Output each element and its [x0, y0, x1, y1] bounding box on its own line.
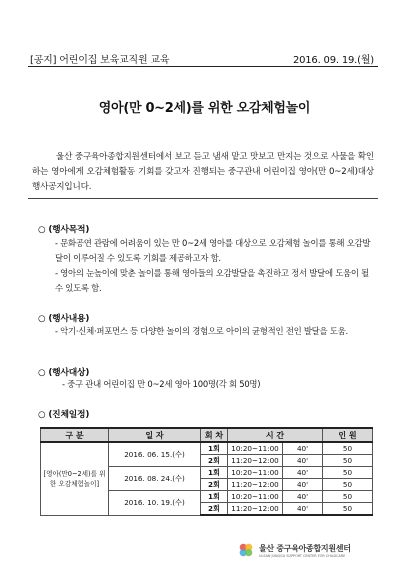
notice-header: [30, 51, 374, 66]
center-logo-icon: [237, 541, 255, 559]
header-time: 시 간: [228, 428, 323, 442]
intro-divider: [28, 198, 378, 199]
time-cell: 11:20~12:00: [228, 479, 283, 491]
session-cell: 2회: [201, 479, 228, 491]
logo-name-english: ULSAN JUNGGU SUPPORT CENTER FOR CHILDCARE: [259, 553, 346, 558]
center-logo: [237, 541, 351, 559]
count-cell: 50: [323, 467, 373, 479]
count-cell: 50: [323, 503, 373, 516]
schedule-table: [40, 427, 373, 516]
logo-name-korean: 울산 중구육아종합지원센터: [259, 543, 351, 553]
section-title-target: ○ (행사대상): [38, 368, 90, 378]
notice-category: [공지] 어린이집 보육교직원 교육: [30, 55, 170, 66]
session-cell: 1회: [201, 491, 228, 503]
header-session: 회 차: [201, 428, 228, 442]
header-category: 구 분: [41, 428, 109, 442]
duration-cell: 40': [283, 491, 323, 503]
time-cell: 10:20~11:00: [228, 467, 283, 479]
count-cell: 50: [323, 491, 373, 503]
section-title-schedule: ○ (진체일정): [38, 410, 90, 420]
time-cell: 11:20~12:00: [228, 503, 283, 516]
section-title-content: ○ (행사내용): [38, 314, 90, 324]
session-cell: 2회: [201, 455, 228, 467]
duration-cell: 40': [283, 455, 323, 467]
duration-cell: 40': [283, 503, 323, 516]
date-cell: 2016. 10. 19.(수): [109, 491, 201, 516]
purpose-item-2: - 영아의 눈높이에 맞춘 놀이를 통해 영아들의 오감발달을 촉진하고 정서 발달에 도움이 될 수 있도록 함.: [55, 268, 369, 293]
duration-cell: 40': [283, 467, 323, 479]
header-date: 일 자: [109, 428, 201, 442]
notice-date: 2016. 09. 19.(월): [292, 55, 374, 66]
count-cell: 50: [323, 455, 373, 467]
table-header-row: [41, 428, 373, 442]
program-name-cell: [영아(만0~2세)를 위한 오감체험놀이]: [41, 442, 109, 515]
session-cell: 1회: [201, 442, 228, 455]
date-cell: 2016. 06. 15.(수): [109, 442, 201, 467]
count-cell: 50: [323, 442, 373, 455]
time-cell: 10:20~11:00: [228, 442, 283, 455]
content-item-1: - 악기·신체·퍼포먼스 등 다양한 놀이의 경험으로 아이의 균형적인 전인 발달을 도움.: [55, 326, 348, 336]
header-count: 인 원: [323, 428, 373, 442]
intro-paragraph: 울산 중구육아종합지원센터에서 보고 듣고 냄새 맡고 맛보고 만지는 것으로 사물을 확인하는 영아에게 오감체험활동 기회를 갖고자 진행되는 중구관내 어린이집 영아(만 0~2세)대상 행사공지입니다.: [32, 152, 374, 192]
top-divider: [28, 66, 378, 67]
target-item-1: - 중구 관내 어린이집 만 0~2세 영아 100명(각 회 50명): [62, 379, 261, 389]
duration-cell: 40': [283, 442, 323, 455]
session-cell: 2회: [201, 503, 228, 516]
table-row: [41, 442, 373, 455]
count-cell: 50: [323, 479, 373, 491]
time-cell: 11:20~12:00: [228, 455, 283, 467]
section-title-purpose: ○ (행사목적): [38, 225, 90, 235]
purpose-item-1: - 문화공연 관람에 어려움이 있는 만 0~2세 영아를 대상으로 오감체험 놀이를 통해 오감발달이 이루어질 수 있도록 기회를 제공하고자 함.: [55, 238, 371, 263]
time-cell: 10:20~11:00: [228, 491, 283, 503]
session-cell: 1회: [201, 467, 228, 479]
document-title: 영아(만 0~2세)를 위한 오감체험놀이: [98, 101, 311, 116]
date-cell: 2016. 08. 24.(수): [109, 467, 201, 491]
duration-cell: 40': [283, 479, 323, 491]
